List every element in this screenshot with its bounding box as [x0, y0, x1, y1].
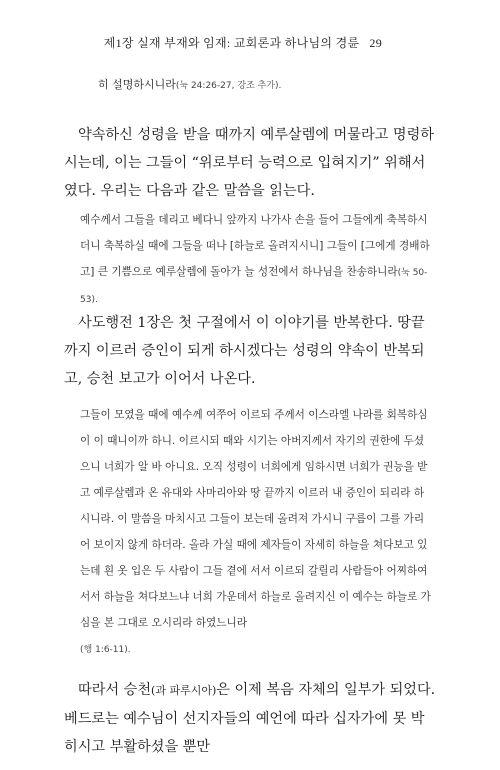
body-paragraph-1-text: 약속하신 성령을 받을 때까지 예루살렘에 머물라고 명령하시는데, 이는 그들이 “위로부터 능력으로 입혀지기” 위해서였다. 우리는 다음과 같은 말씀을 읽는다.	[64, 127, 434, 199]
running-head-title: 제1장 실재 부재와 임재: 교회론과 하나님의 경륜	[103, 36, 360, 50]
page-number: 29	[369, 36, 382, 50]
body-paragraph-3-parenthetical: (과 파루시아)	[151, 684, 217, 697]
paragraph-continuation	[98, 71, 438, 100]
paragraph-continuation-text: 히 설명하시니라	[98, 78, 176, 91]
scripture-reference: (눅 24:26-27, 강조 추가).	[175, 81, 282, 91]
body-paragraph-1	[64, 121, 436, 205]
body-paragraph-2	[64, 309, 436, 393]
body-paragraph-3	[64, 676, 436, 761]
block-quote-1	[80, 207, 432, 313]
block-quote-2-reference: (행 1:6-11).	[80, 645, 131, 655]
block-quote-1-text: 예수께서 그들을 데리고 베다니 앞까지 나가사 손을 들어 그들에게 축복하시더니 축복하실 때에 그들을 떠나 [하늘로 올려지시니] 그들이 [그에게 경배하고] 큰 기쁨으로 예루살렘에 돌아가 늘 성전에서 하나님을 찬송하니라	[80, 214, 430, 278]
body-paragraph-2-text: 사도행전 1장은 첫 구절에서 이 이야기를 반복한다. 땅끝까지 이르러 증인이 되게 하시겠다는 성령의 약속이 반복되고, 승천 보고가 이어서 나온다.	[64, 315, 425, 387]
running-head	[104, 34, 382, 51]
body-paragraph-3-text-a: 따라서 승천	[78, 682, 152, 698]
block-quote-2	[80, 402, 432, 663]
body-paragraph-3-text-b: 은 이제 복음 자체의 일부가 되었다. 베드로는 예수님이 선지자들의 예언에 따라 십자가에 못 박히시고 부활하셨을 뿐만	[64, 682, 436, 755]
block-quote-1-reference: (눅 50-53).	[80, 268, 428, 305]
block-quote-2-text: 그들이 모였을 때에 예수께 여쭈어 이르되 주께서 이스라엘 나라를 회복하심이 이 때니이까 하니. 이르시되 때와 시기는 아버지께서 자기의 권한에 두셨으니 너희가 알 바 아니요. 오직 성령이 너희에게 임하시면 너희가 권능을 받고 예루살렘과 온 유대와 사마리아와 땅 끝까지 이르러 내 증인이 되리라 하시니라. 이 말씀을 마치시고 그들이 보는데 올려져 가시니 구름이 그를 가리어 보이지 않게 하더라. 올라 가실 때에 제자들이 자세히 하늘을 쳐다보고 있는데 흰 옷 입은 두 사람이 그들 곁에 서서 이르되 갈릴리 사람들아 어찌하여 서서 하늘을 쳐다보느냐 너희 가운데서 하늘로 올려지신 이 예수는 하늘로 가심을 본 그대로 오시리라 하였느니라	[80, 409, 431, 629]
